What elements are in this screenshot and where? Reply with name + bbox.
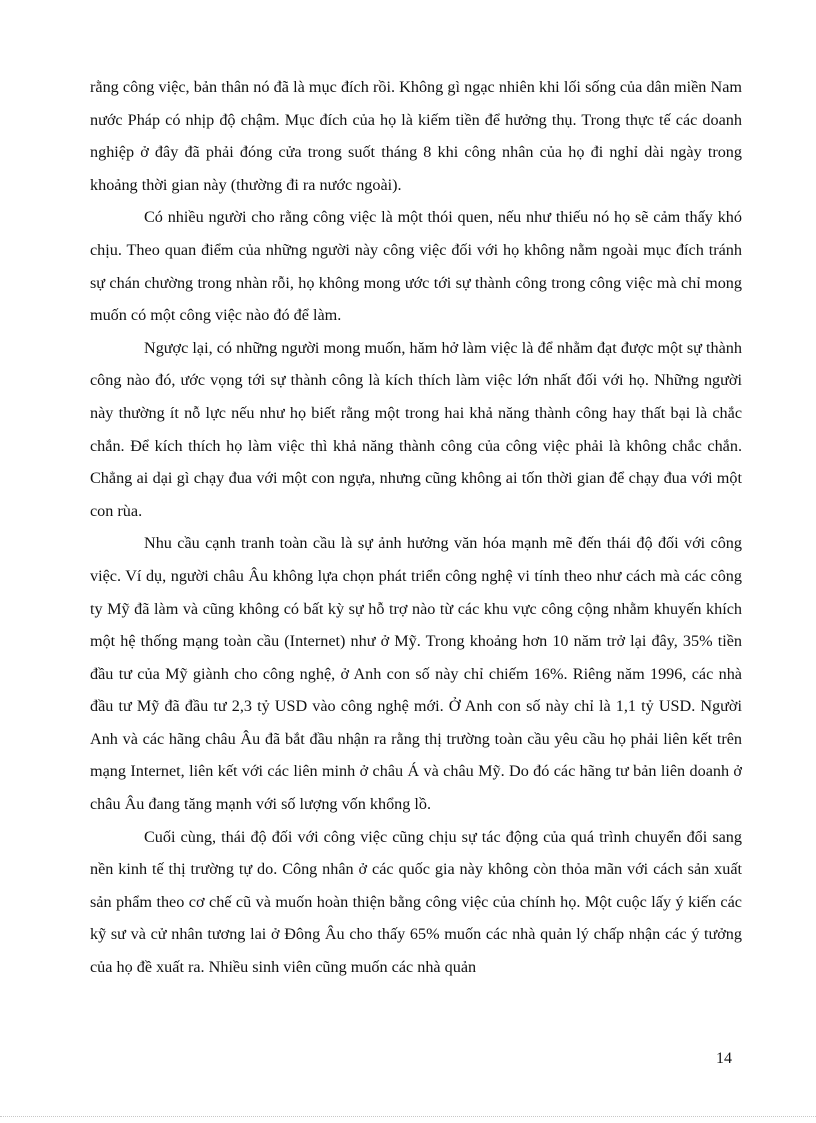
- body-text: [90, 71, 742, 984]
- page-bottom-divider: [0, 1116, 816, 1117]
- paragraph-2: Có nhiều người cho rằng công việc là một thói quen, nếu như thiếu nó họ sẽ cảm thấy khó chịu. Theo quan điểm của những người này công việc đối với họ không nằm ngoài mục đích tránh sự chán chường trong nhàn rỗi, họ không mong ước tới sự thành công trong công việc mà chỉ mong muốn có một công việc nào đó để làm.: [90, 208, 742, 325]
- page-number: 14: [716, 1050, 732, 1067]
- paragraph-3: Ngược lại, có những người mong muốn, hăm hở làm việc là để nhằm đạt được một sự thành công nào đó, ước vọng tới sự thành công là kích thích làm việc lớn nhất đối với họ. Những người này thường ít nỗ lực nếu như họ biết rằng một trong hai khả năng thành công hay thất bại là chắc chắn. Để kích thích họ làm việc thì khả năng thành công của công việc phải là không chắc chắn. Chẳng ai dại gì chạy đua với một con ngựa, nhưng cũng không ai tốn thời gian để chạy đua với một con rùa.: [90, 338, 742, 520]
- paragraph-1: rằng công việc, bản thân nó đã là mục đích rồi. Không gì ngạc nhiên khi lối sống của dân miền Nam nước Pháp có nhịp độ chậm. Mục đích của họ là kiếm tiền để hưởng thụ. Trong thực tế các doanh nghiệp ở đây đã phải đóng cửa trong suốt tháng 8 khi công nhân của họ đi nghỉ dài ngày trong khoảng thời gian này (thường đi ra nước ngoài).: [90, 78, 742, 194]
- paragraph-4: Nhu cầu cạnh tranh toàn cầu là sự ảnh hưởng văn hóa mạnh mẽ đến thái độ đối với công việc. Ví dụ, người châu Âu không lựa chọn phát triển công nghệ vi tính theo như cách mà các công ty Mỹ đã làm và cũng không có bất kỳ sự hỗ trợ nào từ các khu vực công cộng nhằm khuyến khích một hệ thống mạng toàn cầu (Internet) như ở Mỹ. Trong khoảng hơn 10 năm trở lại đây, 35% tiền đầu tư của Mỹ giành cho công nghệ, ở Anh con số này chỉ chiếm 16%. Riêng năm 1996, các nhà đầu tư Mỹ đã đầu tư 2,3 tỷ USD vào công nghệ mới. Ở Anh con số này chỉ là 1,1 tỷ USD. Người Anh và các hãng châu Âu đã bắt đầu nhận ra rằng thị trường toàn cầu yêu cầu họ phải liên kết trên mạng Internet, liên kết với các liên minh ở châu Á và châu Mỹ. Do đó các hãng tư bản liên doanh ở châu Âu đang tăng mạnh với số lượng vốn khổng lồ.: [90, 534, 742, 814]
- paragraph-5: Cuối cùng, thái độ đối với công việc cũng chịu sự tác động của quá trình chuyển đổi sang nền kinh tế thị trường tự do. Công nhân ở các quốc gia này không còn thỏa mãn với cách sản xuất sản phẩm theo cơ chế cũ và muốn hoàn thiện bằng công việc của chính họ. Một cuộc lấy ý kiến các kỹ sư và cử nhân tương lai ở Đông Âu cho thấy 65% muốn các nhà quản lý chấp nhận các ý tưởng của họ đề xuất ra. Nhiều sinh viên cũng muốn các nhà quản: [90, 827, 742, 977]
